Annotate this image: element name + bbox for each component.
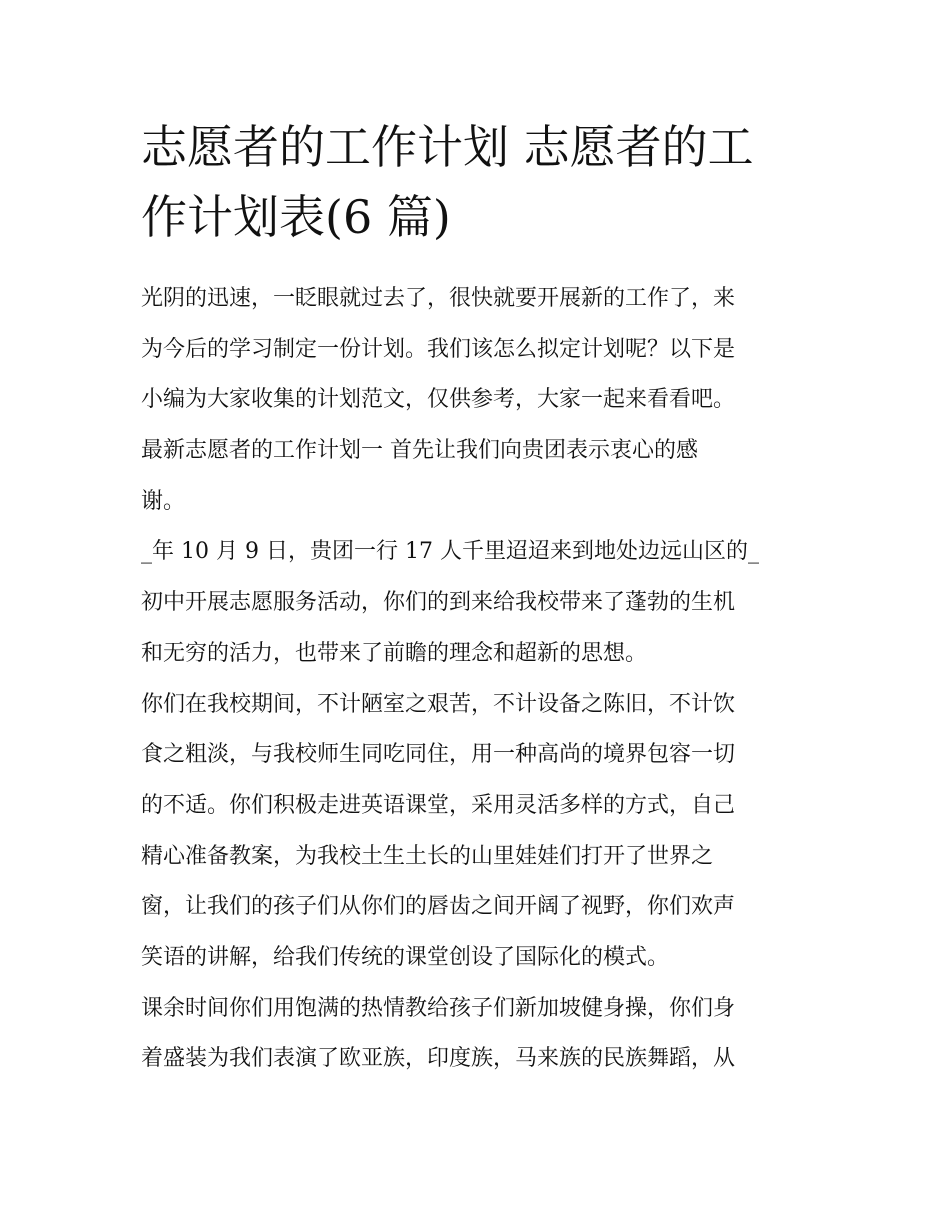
text-line-8: 和无穷的活力，也带来了前瞻的理念和超新的思想。	[141, 640, 648, 666]
text-line-4: 最新志愿者的工作计划一 首先让我们向贵团表示衷心的感	[141, 438, 698, 464]
text-line-14: 笑语的讲解，给我们传统的课堂创设了国际化的模式。	[141, 944, 670, 970]
text-line-1: 光阴的迅速，一眨眼就过去了，很快就要开展新的工作了，来	[141, 286, 736, 311]
document-title	[141, 112, 813, 252]
text-line-2: 为今后的学习制定一份计划。我们该怎么拟定计划呢？以下是	[141, 336, 736, 362]
text-line-11: 的不适。你们积极走进英语课堂，采用灵活多样的方式，自己	[141, 792, 736, 818]
text-line-7: 初中开展志愿服务活动，你们的到来给我校带来了蓬勃的生机	[141, 590, 736, 616]
text-line-13: 窗，让我们的孩子们从你们的唇齿之间开阔了视野，你们欢声	[141, 894, 736, 920]
text-line-6: _年 10 月 9 日，贵团一行 17 人千里迢迢来到地处边远山区的_	[141, 539, 759, 565]
document-content	[141, 112, 813, 1085]
text-line-10: 食之粗淡，与我校师生同吃同住，用一种高尚的境界包容一切	[141, 742, 736, 768]
text-line-16: 着盛装为我们表演了欧亚族，印度族，马来族的民族舞蹈，从	[141, 1046, 736, 1072]
title-line-2: 作计划表(6 篇)	[141, 190, 451, 244]
text-line-15: 课余时间你们用饱满的热情教给孩子们新加坡健身操，你们身	[141, 995, 736, 1021]
text-line-12: 精心准备教案，为我校土生土长的山里娃娃们打开了世界之	[141, 843, 714, 869]
title-line-1: 志愿者的工作计划 志愿者的工	[141, 120, 754, 174]
document-body	[141, 274, 813, 1085]
text-line-9: 你们在我校期间，不计陋室之艰苦，不计设备之陈旧，不计饮	[141, 691, 736, 717]
text-line-3: 小编为大家收集的计划范文，仅供参考，大家一起来看看吧。	[141, 387, 736, 413]
text-line-5: 谢。	[141, 488, 186, 514]
